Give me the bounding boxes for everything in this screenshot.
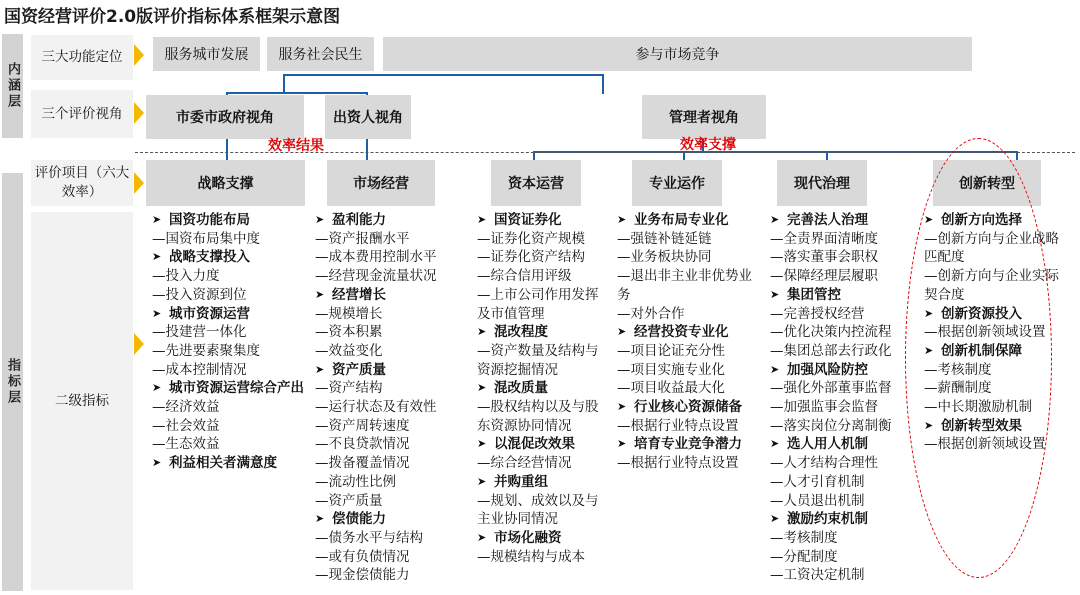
indicator-heading-text: 创新资源投入: [941, 305, 1022, 322]
annotation-efficiency-results: 效率结果: [268, 138, 324, 154]
perspective-box: 市委市政府视角: [146, 95, 304, 139]
indicator-item: —完善授权经营: [770, 305, 865, 322]
indicator-item: —强化外部董事监督: [770, 380, 892, 397]
indicator-item: —综合信用评级: [477, 268, 572, 285]
indicator-heading-text: 战略支撑投入: [169, 249, 250, 266]
indicator-heading-text: 培育专业竞争潜力: [634, 436, 742, 453]
connector-line: [283, 74, 603, 76]
indicator-item: —资产质量: [315, 492, 383, 509]
annotation-efficiency-support: 效率支撑: [680, 137, 736, 153]
indicator-heading: [477, 211, 609, 230]
connector-line: [283, 74, 285, 94]
arrow-bullet-icon: ➤: [315, 362, 325, 376]
page-title: 国资经营评价2.0版评价指标体系框架示意图: [4, 7, 341, 27]
chevron-right-icon: [134, 102, 144, 124]
indicator-item: —规模结构与成本: [477, 548, 585, 565]
indicator-item: —生态效益: [152, 436, 220, 453]
row-label-indicators: 二级指标: [31, 212, 133, 590]
indicator-item: —根据行业特点设置: [617, 417, 739, 434]
indicator-column-innovation: [924, 211, 1072, 454]
category-box: 创新转型: [933, 160, 1041, 206]
indicator-heading: [477, 473, 609, 492]
arrow-bullet-icon: ➤: [924, 306, 934, 320]
indicator-heading-text: 国资证券化: [494, 212, 562, 228]
indicator-heading: [477, 379, 609, 398]
indicator-item: —落实岗位分离制衡: [770, 417, 892, 434]
indicator-heading-text: 并购重组: [494, 473, 548, 490]
indicator-item: —证券化资产结构: [477, 249, 585, 266]
indicator-item: —全责界面清晰度: [770, 230, 878, 247]
arrow-bullet-icon: ➤: [477, 213, 487, 226]
indicator-item: —强链补链延链: [617, 230, 712, 247]
perspective-box: 管理者视角: [642, 95, 766, 139]
connector-line: [226, 139, 228, 160]
indicator-heading: [924, 211, 1072, 230]
arrow-bullet-icon: ➤: [477, 381, 487, 395]
indicator-heading-text: 集团管控: [787, 286, 841, 303]
indicator-item: —综合经营情况: [477, 455, 572, 472]
indicator-item: —成本费用控制水平: [315, 249, 437, 266]
indicator-heading-text: 创新转型效果: [941, 417, 1022, 434]
indicator-heading: [152, 305, 310, 324]
indicator-item: —退出非主业非优势业务: [617, 268, 752, 303]
indicator-item: —上市公司作用发挥及市值管理: [477, 286, 599, 322]
function-box: 服务社会民生: [267, 37, 374, 71]
indicator-item: —股权结构以及与股东资源协同情况: [477, 399, 599, 434]
category-box: 现代治理: [777, 160, 867, 206]
arrow-bullet-icon: ➤: [924, 343, 934, 357]
arrow-bullet-icon: ➤: [152, 213, 162, 226]
indicator-heading-text: 盈利能力: [332, 212, 386, 228]
indicator-heading-text: 加强风险防控: [787, 361, 868, 378]
category-box: 资本运营: [491, 160, 581, 206]
indicator-heading: [770, 211, 918, 230]
indicator-heading-text: 创新方向选择: [941, 212, 1022, 228]
arrow-bullet-icon: ➤: [770, 287, 780, 301]
arrow-bullet-icon: ➤: [770, 213, 780, 226]
indicator-item: —加强监事会监督: [770, 399, 878, 416]
indicator-item: —流动性比例: [315, 473, 396, 490]
indicator-item: —分配制度: [770, 548, 838, 565]
indicator-column-governance: [770, 211, 918, 585]
indicator-item: —资产报酬水平: [315, 230, 410, 247]
indicator-heading-text: 激励约束机制: [787, 511, 868, 528]
arrow-bullet-icon: ➤: [617, 325, 627, 339]
indicator-item: —保障经理层履职: [770, 268, 878, 285]
indicator-column-capital: [477, 211, 609, 566]
chevron-right-icon: [134, 44, 144, 66]
indicator-item: —创新方向与企业战略匹配度: [924, 230, 1059, 266]
indicator-heading-text: 业务布局专业化: [634, 212, 729, 228]
indicator-heading: [924, 417, 1072, 436]
indicator-heading: [770, 286, 918, 305]
indicator-heading-text: 市场化融资: [494, 529, 562, 546]
function-box: 参与市场竞争: [383, 37, 972, 71]
indicator-heading-text: 混改程度: [494, 324, 548, 341]
indicator-item: —经济效益: [152, 399, 220, 416]
indicator-heading: [477, 323, 609, 342]
indicator-item: —成本控制情况: [152, 361, 247, 378]
row-label-functions: 三大功能定位: [31, 35, 133, 80]
chevron-right-icon: [134, 333, 144, 355]
arrow-bullet-icon: ➤: [152, 306, 162, 320]
layer-label-top: 内涵层: [2, 34, 23, 138]
indicator-heading-text: 混改质量: [494, 380, 548, 397]
row-label-perspectives: 三个评价视角: [31, 90, 133, 138]
arrow-bullet-icon: ➤: [924, 213, 934, 226]
indicator-heading-text: 经营增长: [332, 286, 386, 303]
indicator-heading: [617, 323, 765, 342]
indicator-heading-text: 城市资源运营: [169, 305, 250, 322]
row-label-items: 评价项目（六大效率）: [31, 160, 133, 206]
indicator-item: —考核制度: [924, 361, 992, 378]
arrow-bullet-icon: ➤: [770, 512, 780, 526]
indicator-heading: [924, 342, 1072, 361]
arrow-bullet-icon: ➤: [477, 474, 487, 488]
indicator-heading: [924, 305, 1072, 324]
category-box: 市场经营: [327, 160, 435, 206]
indicator-item: —资产周转速度: [315, 417, 410, 434]
indicator-heading-text: 国资功能布局: [169, 212, 250, 228]
indicator-item: —集团总部去行政化: [770, 342, 892, 359]
arrow-bullet-icon: ➤: [477, 530, 487, 544]
indicator-item: —不良贷款情况: [315, 436, 410, 453]
indicator-item: —资本积累: [315, 324, 383, 341]
indicator-item: —效益变化: [315, 342, 383, 359]
indicator-item: —工资决定机制: [770, 567, 865, 584]
indicator-heading: [315, 510, 463, 529]
indicator-heading-text: 完善法人治理: [787, 212, 868, 228]
indicator-heading: [315, 361, 463, 380]
indicator-item: —规模增长: [315, 305, 383, 322]
indicator-heading: [617, 435, 765, 454]
indicator-item: —国资布局集中度: [152, 230, 260, 247]
indicator-item: —项目收益最大化: [617, 380, 725, 397]
indicator-item: —考核制度: [770, 529, 838, 546]
arrow-bullet-icon: ➤: [770, 362, 780, 376]
indicator-item: —对外合作: [617, 305, 685, 322]
indicator-heading-text: 以混促改效果: [494, 436, 575, 453]
indicator-item: —人才结构合理性: [770, 455, 878, 472]
indicator-heading-text: 偿债能力: [332, 511, 386, 528]
indicator-item: —根据创新领域设置: [924, 436, 1046, 453]
arrow-bullet-icon: ➤: [315, 287, 325, 301]
indicator-item: —投建营一体化: [152, 324, 247, 341]
indicator-item: —运行状态及有效性: [315, 399, 437, 416]
indicator-item: —资产数量及结构与资源挖掘情况: [477, 342, 599, 378]
indicator-heading: [617, 398, 765, 417]
arrow-bullet-icon: ➤: [152, 381, 162, 395]
indicator-item: —优化决策内控流程: [770, 324, 892, 341]
indicator-column-market: [315, 211, 463, 585]
arrow-bullet-icon: ➤: [617, 400, 627, 414]
indicator-item: —人员退出机制: [770, 492, 865, 509]
category-box: 专业运作: [632, 160, 722, 206]
indicator-heading-text: 利益相关者满意度: [169, 455, 277, 472]
indicator-heading-text: 城市资源运营综合产出: [169, 380, 304, 397]
indicator-heading: [152, 454, 310, 473]
arrow-bullet-icon: ➤: [617, 213, 627, 226]
arrow-bullet-icon: ➤: [477, 437, 487, 451]
indicator-item: —项目论证充分性: [617, 342, 725, 359]
arrow-bullet-icon: ➤: [152, 250, 162, 264]
indicator-item: —社会效益: [152, 417, 220, 434]
indicator-item: —现金偿债能力: [315, 567, 410, 584]
indicator-heading: [477, 435, 609, 454]
indicator-heading: [770, 510, 918, 529]
indicator-item: —证券化资产规模: [477, 230, 585, 247]
layer-label-bottom: 指标层: [2, 173, 23, 591]
arrow-bullet-icon: ➤: [924, 418, 934, 432]
indicator-heading-text: 资产质量: [332, 361, 386, 378]
indicator-column-strategy: [152, 211, 310, 473]
connector-line: [602, 74, 604, 94]
indicator-item: —债务水平与结构: [315, 529, 423, 546]
arrow-bullet-icon: ➤: [617, 437, 627, 451]
function-box: 服务城市发展: [153, 37, 260, 71]
indicator-item: —人才引育机制: [770, 473, 865, 490]
connector-line: [366, 139, 368, 160]
perspective-box: 出资人视角: [325, 95, 411, 139]
indicator-item: —业务板块协同: [617, 249, 712, 266]
indicator-item: —先进要素聚集度: [152, 342, 260, 359]
indicator-item: —投入资源到位: [152, 286, 247, 303]
indicator-item: —资产结构: [315, 380, 383, 397]
category-box: 战略支撑: [146, 160, 305, 206]
indicator-heading-text: 经营投资专业化: [634, 324, 729, 341]
arrow-bullet-icon: ➤: [477, 325, 487, 339]
indicator-heading: [152, 211, 310, 230]
arrow-bullet-icon: ➤: [770, 437, 780, 451]
indicator-item: —中长期激励机制: [924, 399, 1032, 416]
indicator-heading: [315, 286, 463, 305]
indicator-column-specialization: [617, 211, 765, 473]
arrow-bullet-icon: ➤: [152, 456, 162, 470]
indicator-item: —或有负债情况: [315, 548, 410, 565]
indicator-item: —规划、成效以及与主业协同情况: [477, 492, 599, 528]
indicator-item: —根据创新领域设置: [924, 324, 1046, 341]
chevron-right-icon: [134, 172, 144, 194]
indicator-item: —经营现金流量状况: [315, 268, 437, 285]
arrow-bullet-icon: ➤: [315, 512, 325, 526]
indicator-heading: [152, 379, 310, 398]
indicator-item: —落实董事会职权: [770, 249, 878, 266]
indicator-heading: [315, 211, 463, 230]
indicator-heading: [617, 211, 765, 230]
indicator-heading-text: 行业核心资源储备: [634, 399, 742, 416]
indicator-heading: [770, 361, 918, 380]
indicator-heading-text: 选人用人机制: [787, 436, 868, 453]
indicator-item: —投入力度: [152, 268, 220, 285]
indicator-item: —薪酬制度: [924, 380, 992, 397]
indicator-item: —项目实施专业化: [617, 361, 725, 378]
indicator-item: —根据行业特点设置: [617, 455, 739, 472]
indicator-item: —拨备覆盖情况: [315, 455, 410, 472]
connector-line: [226, 92, 367, 94]
indicator-heading: [770, 435, 918, 454]
indicator-heading-text: 创新机制保障: [941, 342, 1022, 359]
arrow-bullet-icon: ➤: [315, 213, 325, 226]
indicator-heading: [477, 529, 609, 548]
indicator-heading: [152, 248, 310, 267]
indicator-item: —创新方向与企业实际契合度: [924, 268, 1059, 303]
